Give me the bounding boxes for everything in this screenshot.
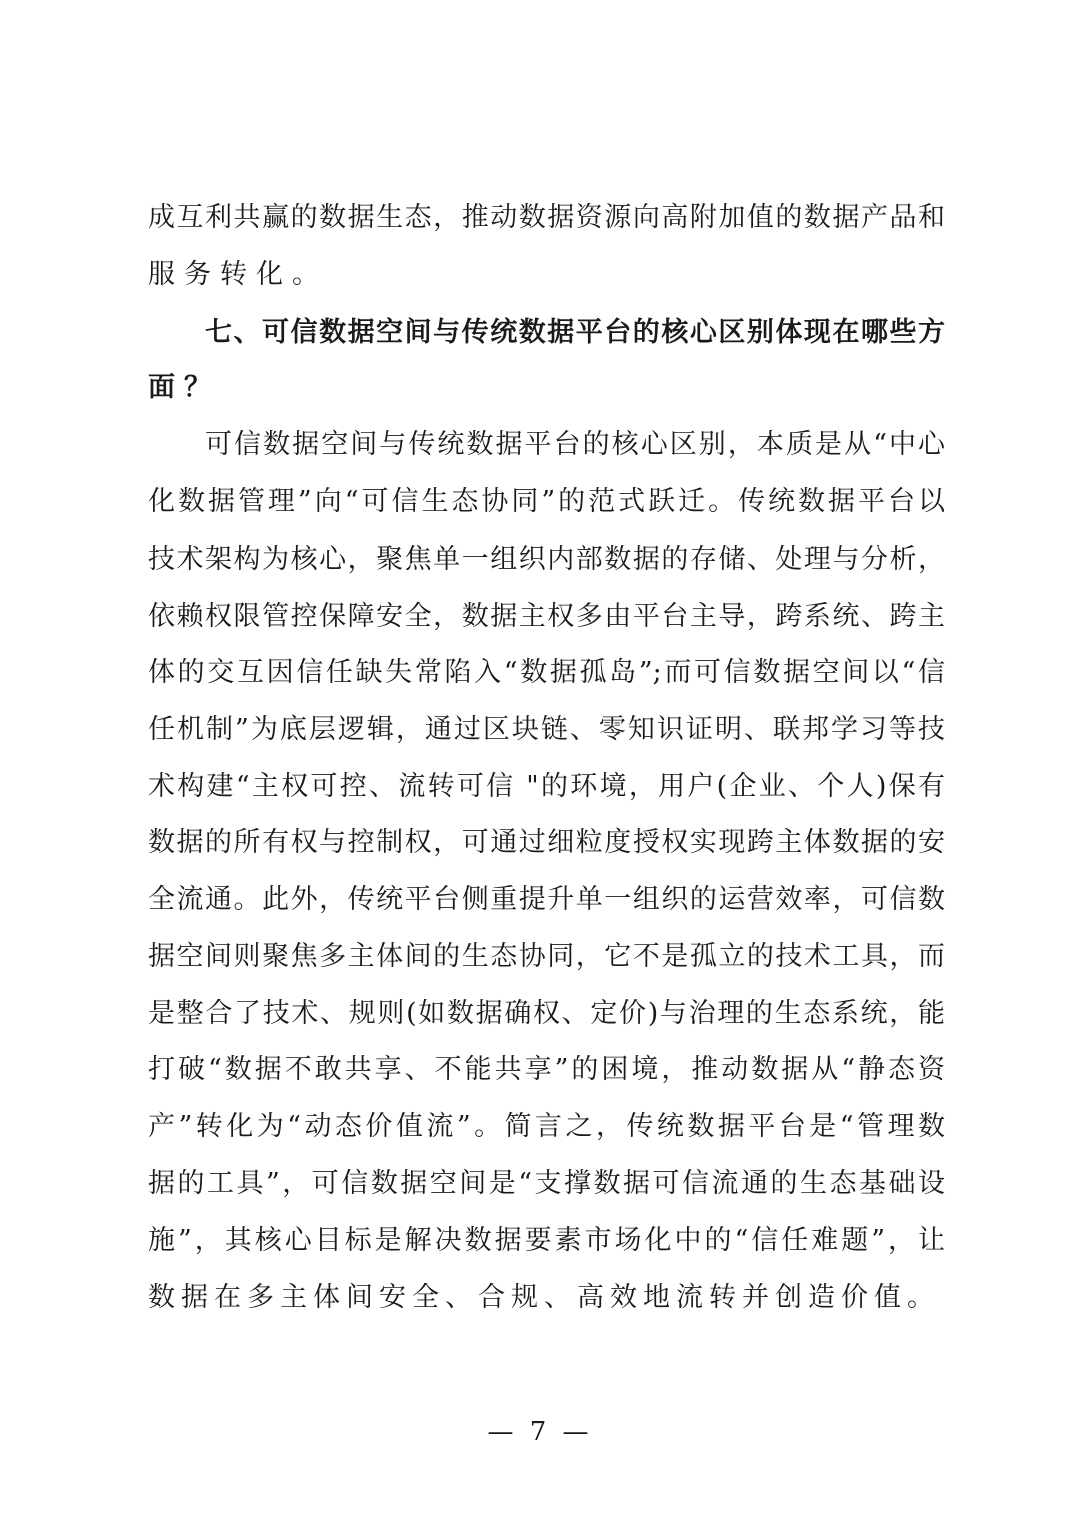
paragraph-2-line-1: 可信数据空间与传统数据平台的核心区别，本质是从“中心 — [205, 429, 945, 460]
paragraph-1-line-1: 成互利共赢的数据生态，推动数据资源向高附加值的数据产品和 — [148, 202, 945, 233]
paragraph-2-line-15: 施”，其核心目标是解决数据要素市场化中的“信任难题”，让 — [148, 1225, 945, 1256]
paragraph-2-line-7: 术构建“主权可控、流转可信 "的环境，用户(企业、个人)保有 — [148, 771, 945, 802]
paragraph-2-line-6: 任机制”为底层逻辑，通过区块链、零知识证明、联邦学习等技 — [148, 714, 945, 745]
page-number: — 7 — — [487, 1417, 593, 1447]
paragraph-2-line-11: 是整合了技术、规则(如数据确权、定价)与治理的生态系统，能 — [148, 998, 945, 1029]
paragraph-2-line-2: 化数据管理”向“可信生态协同”的范式跃迁。传统数据平台以 — [148, 486, 945, 517]
paragraph-2-line-4: 依赖权限管控保障安全，数据主权多由平台主导，跨系统、跨主 — [148, 601, 945, 632]
paragraph-2-line-9: 全流通。此外，传统平台侧重提升单一组织的运营效率，可信数 — [148, 884, 945, 915]
section-heading-line-1: 七、可信数据空间与传统数据平台的核心区别体现在哪些方 — [205, 317, 945, 348]
paragraph-1-line-2: 服务转化。 — [148, 259, 328, 290]
paragraph-2-line-12: 打破“数据不敢共享、不能共享”的困境，推动数据从“静态资 — [148, 1054, 945, 1085]
paragraph-2-line-13: 产”转化为“动态价值流”。简言之，传统数据平台是“管理数 — [148, 1111, 945, 1142]
paragraph-2-line-3: 技术架构为核心，聚焦单一组织内部数据的存储、处理与分析， — [148, 544, 945, 575]
paragraph-2-line-14: 据的工具”，可信数据空间是“支撑数据可信流通的生态基础设 — [148, 1168, 945, 1199]
paragraph-2-line-8: 数据的所有权与控制权，可通过细粒度授权实现跨主体数据的安 — [148, 827, 945, 858]
section-heading-line-2: 面？ — [148, 372, 220, 403]
paragraph-2-line-10: 据空间则聚焦多主体间的生态协同，它不是孤立的技术工具，而 — [148, 941, 945, 972]
paragraph-2-line-16: 数据在多主体间安全、合规、高效地流转并创造价值。 — [148, 1282, 940, 1313]
paragraph-2-line-5: 体的交互因信任缺失常陷入“数据孤岛”;而可信数据空间以“信 — [148, 657, 945, 688]
